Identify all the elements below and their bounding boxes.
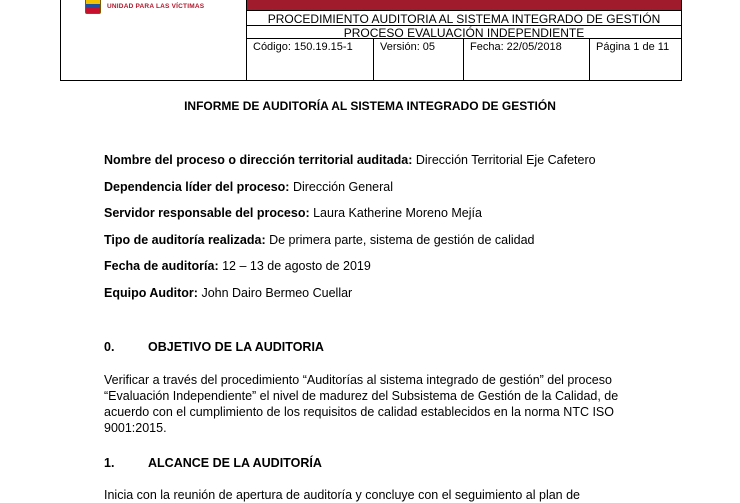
field-value: 12 – 13 de agosto de 2019	[218, 259, 371, 273]
process-title: PROCESO EVALUACIÓN INDEPENDIENTE	[247, 26, 681, 39]
procedure-title: PROCEDIMIENTO AUDITORIA AL SISTEMA INTEGRADO DE GESTIÓN	[247, 10, 681, 26]
report-title: INFORME DE AUDITORÍA AL SISTEMA INTEGRADO DE GESTIÓN	[184, 99, 556, 113]
date-cell: Fecha: 22/05/2018	[463, 39, 589, 81]
field-label: Equipo Auditor:	[104, 286, 198, 300]
field-dependency	[104, 180, 393, 194]
field-audit-date	[104, 259, 371, 273]
header-info	[246, 0, 682, 81]
field-value: Laura Katherine Moreno Mejía	[309, 206, 482, 220]
logo	[85, 0, 204, 14]
document-meta	[247, 39, 681, 81]
alcance-paragraph: Inicia con la reunión de apertura de auditoría y concluye con el seguimiento al plan de	[104, 488, 581, 502]
code-cell: Código: 150.19.15-1	[253, 41, 353, 53]
version-cell: Versión: 05	[373, 39, 463, 81]
field-responsible	[104, 206, 482, 220]
coat-of-arms-icon	[85, 0, 101, 14]
section-number: 0.	[104, 340, 115, 354]
section-heading-objetivo	[104, 340, 324, 354]
section-heading-alcance	[104, 456, 322, 470]
field-label: Nombre del proceso o dirección territorial auditada:	[104, 153, 413, 167]
field-label: Fecha de auditoría:	[104, 259, 219, 273]
field-label: Servidor responsable del proceso:	[104, 206, 310, 220]
field-value: De primera parte, sistema de gestión de calidad	[265, 233, 535, 247]
logo-cell	[60, 0, 246, 81]
section-title: ALCANCE DE LA AUDITORÍA	[148, 456, 322, 470]
logo-text: UNIDAD PARA LAS VÍCTIMAS	[107, 2, 205, 10]
field-label: Dependencia líder del proceso:	[104, 180, 290, 194]
header-red-band	[247, 0, 681, 10]
field-label: Tipo de auditoría realizada:	[104, 233, 266, 247]
section-title: OBJETIVO DE LA AUDITORIA	[148, 340, 324, 354]
document-header	[60, 0, 682, 81]
objetivo-paragraph: Verificar a través del procedimiento “Auditorías al sistema integrado de gestión” del proceso “Evaluación Independiente” el nivel de madurez del Subsistema de Gestión de la Calidad, de acuerdo con el cumplimiento de los requisitos de calidad establecidos en la norma NTC ISO 9001:2015.	[104, 373, 619, 435]
field-value: Dirección Territorial Eje Cafetero	[412, 153, 596, 167]
field-process	[104, 153, 596, 167]
section-number: 1.	[104, 456, 115, 470]
field-audit-type	[104, 233, 535, 247]
field-value: Dirección General	[289, 180, 393, 194]
page-cell: Página 1 de 11	[589, 39, 683, 81]
field-audit-team	[104, 286, 352, 300]
field-value: John Dairo Bermeo Cuellar	[197, 286, 353, 300]
